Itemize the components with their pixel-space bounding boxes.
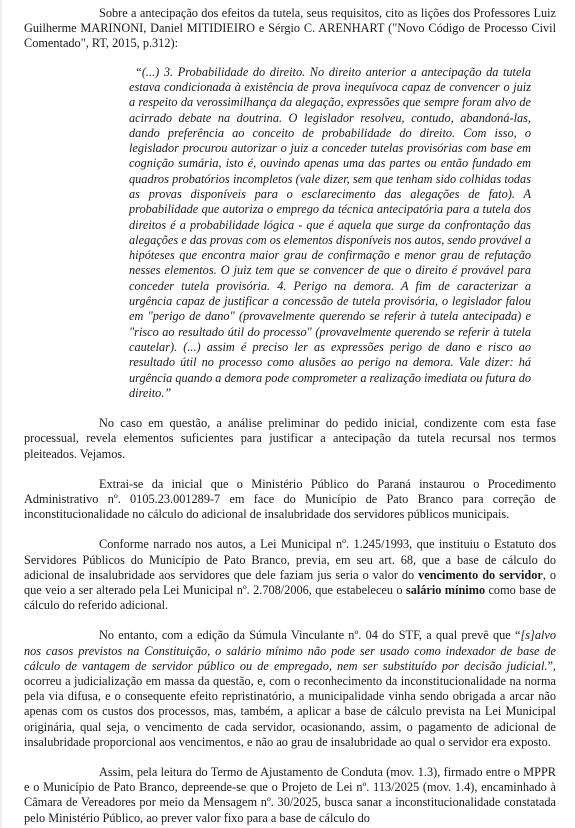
- text-segment: como base de cálculo do referido adicional.: [24, 582, 556, 613]
- paragraph-municipal-law: [24, 537, 556, 613]
- paragraph-procedure: Extrai-se da inicial que o Ministério Público do Paraná instaurou o Procedimento Administrativo nº. 0105.23.001289-7 em face do Município de Pato Branco para correção de inconstitucionalidade no cálculo do adicional de insalubridade dos servidores públicos municipais.: [24, 476, 556, 522]
- paragraph-sumula: [24, 628, 556, 750]
- text-segment: , o que veio a ser alterado pela Lei Municipal nº. 2.708/2006, que estabeleceu o: [24, 567, 557, 597]
- italic-sumula-quote: [s]alvo nos casos previstos na Constituição, o salário mínimo não pode ser usado como indexador de base de cálculo de vantagem de servidor público ou de empregado, nem ser substituído por decisão judicial.: [24, 628, 556, 673]
- bold-term-salario-minimo: salário mínimo: [405, 582, 486, 597]
- text-segment: No entanto, com a edição da Súmula Vinculante nº. 04 do STF, a qual prevê que “: [99, 628, 521, 643]
- paragraph-citation-intro: Sobre a antecipação dos efeitos da tutela, seus requisitos, cito as lições dos Professores Luiz Guilherme MARINONI, Daniel MITIDIEIRO e Sérgio C. ARENHART ("Novo Código de Processo Civil Comentado", RT, 2015, p.312):: [24, 6, 556, 51]
- scan-edge-shadow: [0, 0, 3, 828]
- text-segment: ”, ocorreu a judicialização em massa da questão, e, com o reconhecimento da inconstitucionalidade na norma pela via difusa, e o consequente efeito repristinatório, a municipalidade vinha sendo obrigada a arcar não apenas com os custos dos processos, mas, também, a aplicar a base de cálculo prevista na Lei Municipal originária, qual seja, o vencimento de cada servidor, ocasionando, assim, o pagamento de adicional de insalubridade proporcional aos vencimentos, e não ao grau de insalubridade ao qual o servidor era exposto.: [24, 658, 556, 749]
- bold-term-vencimento: vencimento do servidor: [418, 567, 543, 582]
- text-segment: Conforme narrado nos autos, a Lei Municipal nº. 1.245/1993, que instituiu o Estatuto dos Servidores Públicos do Município de Pato Branco, previa, em seu art. 68, que a base de cálculo do adicional de insalubridade aos servidores que dele faziam jus seria o valor do: [24, 537, 556, 582]
- document-page: [24, 6, 556, 826]
- paragraph-analysis: No caso em questão, a análise preliminar do pedido inicial, condizente com esta fase processual, revela elementos suficientes para justificar a antecipação da tutela recursal nos termos pleiteados. Vejamos.: [24, 416, 556, 461]
- block-quote: “(...) 3. Probabilidade do direito. No direito anterior a antecipação da tutela estava condicionada à existência de prova inequívoca capaz de convencer o juiz a respeito da verossimilhança da alegação, expressões que sempre foram alvo de acirrado debate na doutrina. O legislador resolveu, contudo, abandoná-las, dando preferência ao conceito de probabilidade do direito. Com isso, o legislador procurou autorizar o juiz a conceder tutelas provisórias com base em cognição sumária, isto é, ouvindo apenas uma das partes ou então fundado em quadros probatórios incompletos (vale dizer, sem que tenham sido colhidas todas as provas disponíveis para o esclarecimento das alegações de fato). A probabilidade que autoriza o emprego da técnica antecipatória para a tutela dos direitos é a probabilidade lógica - que é aquela que surge da confrontação das alegações e das provas com os elementos disponíveis nos autos, sendo provável a hipóteses que encontra maior grau de confirmação e menor grau de refutação nesses elementos. O juiz tem que se convencer de que o direito é provável para conceder tutela provisória. 4. Perigo na demora. A fim de caracterizar a urgência capaz de justificar a concessão de tutela provisória, o legislador falou em "perigo de dano" (provavelmente querendo se referir à tutela antecipada) e "risco ao resultado útil do processo" (provavelmente querendo se referir à tutela cautelar). (...) assim é preciso ler as expressões perigo de dano e risco ao resultado útil no processo como alusões ao perigo na demora. Vale dizer: há urgência quando a demora pode comprometer a realização imediata ou futura do direito.”: [129, 64, 531, 400]
- paragraph-tac: Assim, pela leitura do Termo de Ajustamento de Conduta (mov. 1.3), firmado entre o MPPR e o Município de Pato Branco, depreende-se que o Projeto de Lei nº. 113/2025 (mov. 1.4), encaminhado à Câmara de Vereadores por meio da Mensagem nº. 30/2025, busca sanar a inconstitucionalidade constatada pelo Ministério Público, ao prever valor fixo para a base de cálculo do: [24, 765, 556, 825]
